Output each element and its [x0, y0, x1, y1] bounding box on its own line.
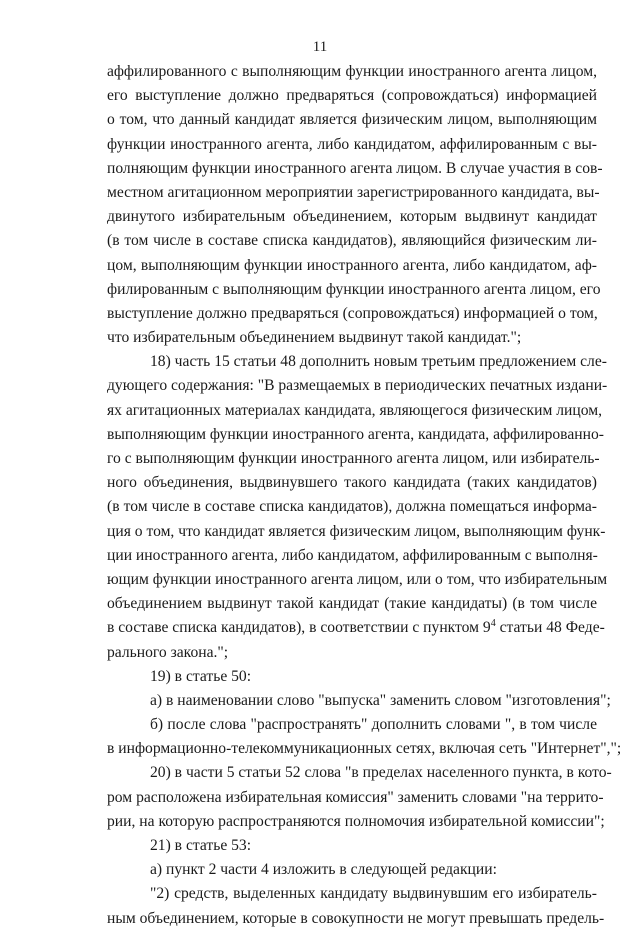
text-line: (в том числе в составе списка кандидатов), являющийся физическим ли- — [107, 232, 597, 250]
text-line: го с выполняющим функции иностранного агента лицом, или избиратель- — [107, 450, 600, 467]
text-line: ным объединением, которые в совокупности не могут превышать предель- — [107, 909, 605, 927]
text-line-part: статьи 48 Феде- — [495, 619, 605, 637]
text-line: в информационно-телекоммуникационных сетях, включая сеть "Интернет","; — [107, 740, 622, 758]
text-line-with-footnote-ref — [107, 616, 605, 640]
text-line: 19) в статье 50: — [150, 667, 252, 685]
text-line: выполняющим функции иностранного агента, кандидата, аффилированно- — [107, 425, 604, 443]
text-line: б) после слова "распространять" дополнить словами ", в том числе — [150, 716, 597, 734]
text-line: а) пункт 2 части 4 изложить в следующей редакции: — [150, 861, 497, 879]
text-line-part: в составе списка кандидатов), в соответствии с пунктом 9 — [107, 619, 491, 637]
text-line: 20) в части 5 статьи 52 слова "в пределах населенного пункта, в кото- — [150, 764, 612, 782]
text-line: цом, выполняющим функции иностранного агента, либо кандидатом, аф- — [107, 256, 597, 274]
text-line: объединением выдвинут такой кандидат (такие кандидаты) (в том числе — [107, 595, 597, 613]
text-line: о том, что данный кандидат является физическим лицом, выполняющим — [107, 111, 597, 129]
text-line: местном агитационном мероприятии зарегистрированного кандидата, вы- — [107, 183, 600, 201]
text-line: ях агитационных материалах кандидата, являющегося физическим лицом, — [107, 401, 602, 419]
text-line: (в том числе в составе списка кандидатов), должна помещаться информа- — [107, 498, 597, 516]
text-line: 18) часть 15 статьи 48 дополнить новым третьим предложением сле- — [150, 353, 607, 371]
text-line: ного объединения, выдвинувшего такого кандидата (таких кандидатов) — [107, 474, 597, 492]
text-line: ющим функции иностранного агента лицом, или о том, что избирательным — [107, 570, 608, 588]
text-line: а) в наименовании слово "выпуска" заменить словом "изготовления"; — [150, 691, 611, 709]
text-line: рального закона."; — [107, 643, 229, 661]
text-line: аффилированного с выполняющим функции иностранного агента лицом, — [107, 63, 597, 80]
text-line: функции иностранного агента, либо кандидатом, аффилированным с вы- — [107, 135, 597, 153]
text-line: филированным с выполняющим функции иностранного агента лицом, его — [107, 280, 601, 298]
text-line: ции иностранного агента, либо кандидатом, аффилированным с выполня- — [107, 546, 598, 564]
superscript-number: 4 — [490, 618, 496, 630]
text-block-bottom — [107, 641, 622, 931]
text-line: ром расположена избирательная комиссия" заменить словами "на террито- — [107, 788, 604, 806]
text-line: дующего содержания: "В размещаемых в периодических печатных издани- — [107, 377, 608, 395]
page-number: 11 — [312, 39, 328, 55]
text-line: полняющим функции иностранного агента лицом. В случае участия в сов- — [107, 159, 603, 177]
text-block-top — [107, 60, 608, 616]
document-body — [107, 60, 622, 931]
text-line: ция о том, что кандидат является физическим лицом, выполняющим функ- — [107, 522, 606, 540]
text-line: выступление должно предваряться (сопровождаться) информацией о том, — [107, 304, 598, 322]
text-line: двинутого избирательным объединением, которым выдвинут кандидат — [107, 208, 597, 226]
text-line: рии, на которую распространяются полномочия избирательной комиссии"; — [107, 812, 605, 830]
text-line: 21) в статье 53: — [150, 837, 252, 854]
text-line: что избирательным объединением выдвинут такой кандидат."; — [107, 329, 522, 347]
text-line: его выступление должно предваряться (сопровождаться) информацией — [107, 87, 597, 105]
text-line: "2) средств, выделенных кандидату выдвинувшим его избиратель- — [150, 885, 597, 903]
